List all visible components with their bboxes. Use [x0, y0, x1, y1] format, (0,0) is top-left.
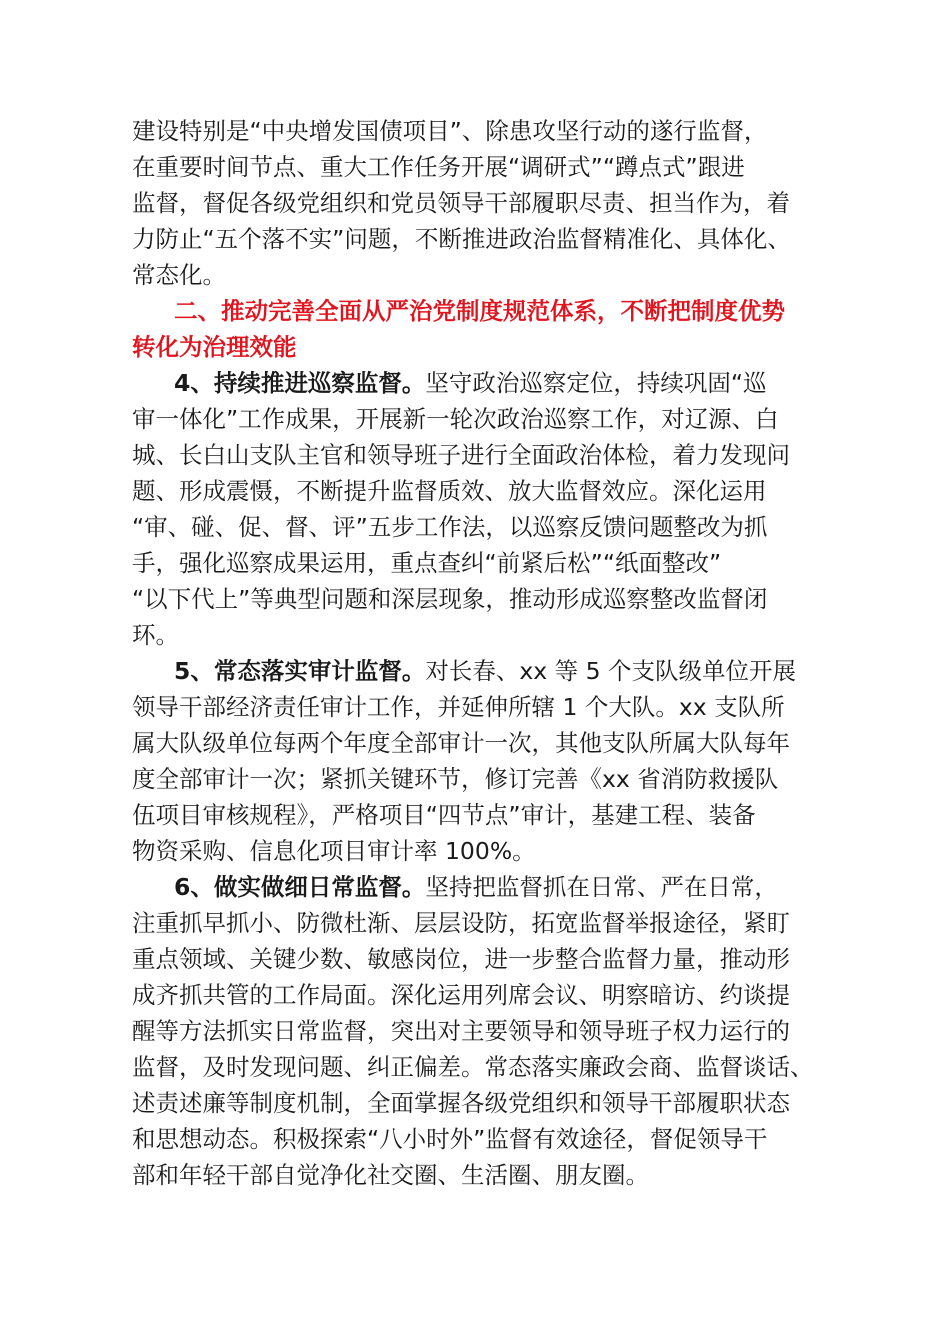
item-lead-rest: 坚守政治巡察定位，持续巩固“巡: [425, 369, 767, 397]
text-line: 手，强化巡察成果运用，重点查纠“前紧后松”“纸面整改”: [132, 549, 722, 577]
section-heading: [132, 293, 848, 365]
section-heading-line: 转化为治理效能: [132, 333, 297, 361]
text-line: 力防止“五个落不实”问题，不断推进政治监督精准化、具体化、: [132, 225, 791, 253]
document-body: [132, 113, 848, 1193]
paragraph-item-4: [132, 365, 848, 653]
paragraph-first-line: [132, 869, 848, 905]
text-line: 环。: [132, 621, 179, 649]
item-lead-rest: 对长春、xx 等 5 个支队级单位开展: [425, 657, 797, 685]
text-line: 题、形成震慑，不断提升监督质效、放大监督效应。深化运用: [132, 477, 767, 505]
text-line: 领导干部经济责任审计工作，并延伸所辖 1 个大队。xx 支队所: [132, 693, 785, 721]
text-line: 监督，及时发现问题、纠正偏差。常态落实廉政会商、监督谈话、: [132, 1053, 814, 1081]
paragraph-first-line: [132, 653, 848, 689]
text-line: 监督，督促各级党组织和党员领导干部履职尽责、担当作为，着: [132, 189, 790, 217]
text-line: 述责述廉等制度机制，全面掌握各级党组织和领导干部履职状态: [132, 1089, 790, 1117]
text-line: 注重抓早抓小、防微杜渐、层层设防，拓宽监督举报途径，紧盯: [132, 909, 790, 937]
text-line: 物资采购、信息化项目审计率 100%。: [132, 837, 536, 865]
paragraph-item-5: [132, 653, 848, 869]
text-line: 重点领域、关键少数、敏感岗位，进一步整合监督力量，推动形: [132, 945, 790, 973]
item-lead-title: 6、做实做细日常监督。: [174, 873, 426, 901]
text-line: 成齐抓共管的工作局面。深化运用列席会议、明察暗访、约谈提: [132, 981, 790, 1009]
item-lead-title: 4、持续推进巡察监督。: [174, 369, 426, 397]
text-line: “审、碰、促、督、评”五步工作法，以巡察反馈问题整改为抓: [132, 513, 768, 541]
text-line: 审一体化”工作成果，开展新一轮次政治巡察工作，对辽源、白: [132, 405, 779, 433]
text-line: 部和年轻干部自觉净化社交圈、生活圈、朋友圈。: [132, 1161, 649, 1189]
paragraph-continued: [132, 113, 848, 293]
text-line: 在重要时间节点、重大工作任务开展“调研式”“蹲点式”跟进: [132, 153, 745, 181]
text-line: 度全部审计一次；紧抓关键环节，修订完善《xx 省消防救援队: [132, 765, 779, 793]
text-line: 和思想动态。积极探索“八小时外”监督有效途径，督促领导干: [132, 1125, 768, 1153]
item-lead-rest: 坚持把监督抓在日常、严在日常，: [425, 873, 778, 901]
text-line: 属大队级单位每两个年度全部审计一次，其他支队所属大队每年: [132, 729, 790, 757]
text-line: 醒等方法抓实日常监督，突出对主要领导和领导班子权力运行的: [132, 1017, 790, 1045]
paragraph-item-6: [132, 869, 848, 1193]
item-lead-title: 5、常态落实审计监督。: [174, 657, 426, 685]
paragraph-first-line: [132, 365, 848, 401]
text-line: 建设特别是“中央增发国债项目”、除患攻坚行动的遂行监督，: [132, 117, 768, 145]
text-line: 常态化。: [132, 261, 226, 289]
text-line: “以下代上”等典型问题和深层现象，推动形成巡察整改监督闭: [132, 585, 768, 613]
section-heading-line: 二、推动完善全面从严治党制度规范体系，不断把制度优势: [174, 297, 785, 325]
text-line: 城、长白山支队主官和领导班子进行全面政治体检，着力发现问: [132, 441, 790, 469]
text-line: 伍项目审核规程》，严格项目“四节点”审计，基建工程、装备: [132, 801, 756, 829]
